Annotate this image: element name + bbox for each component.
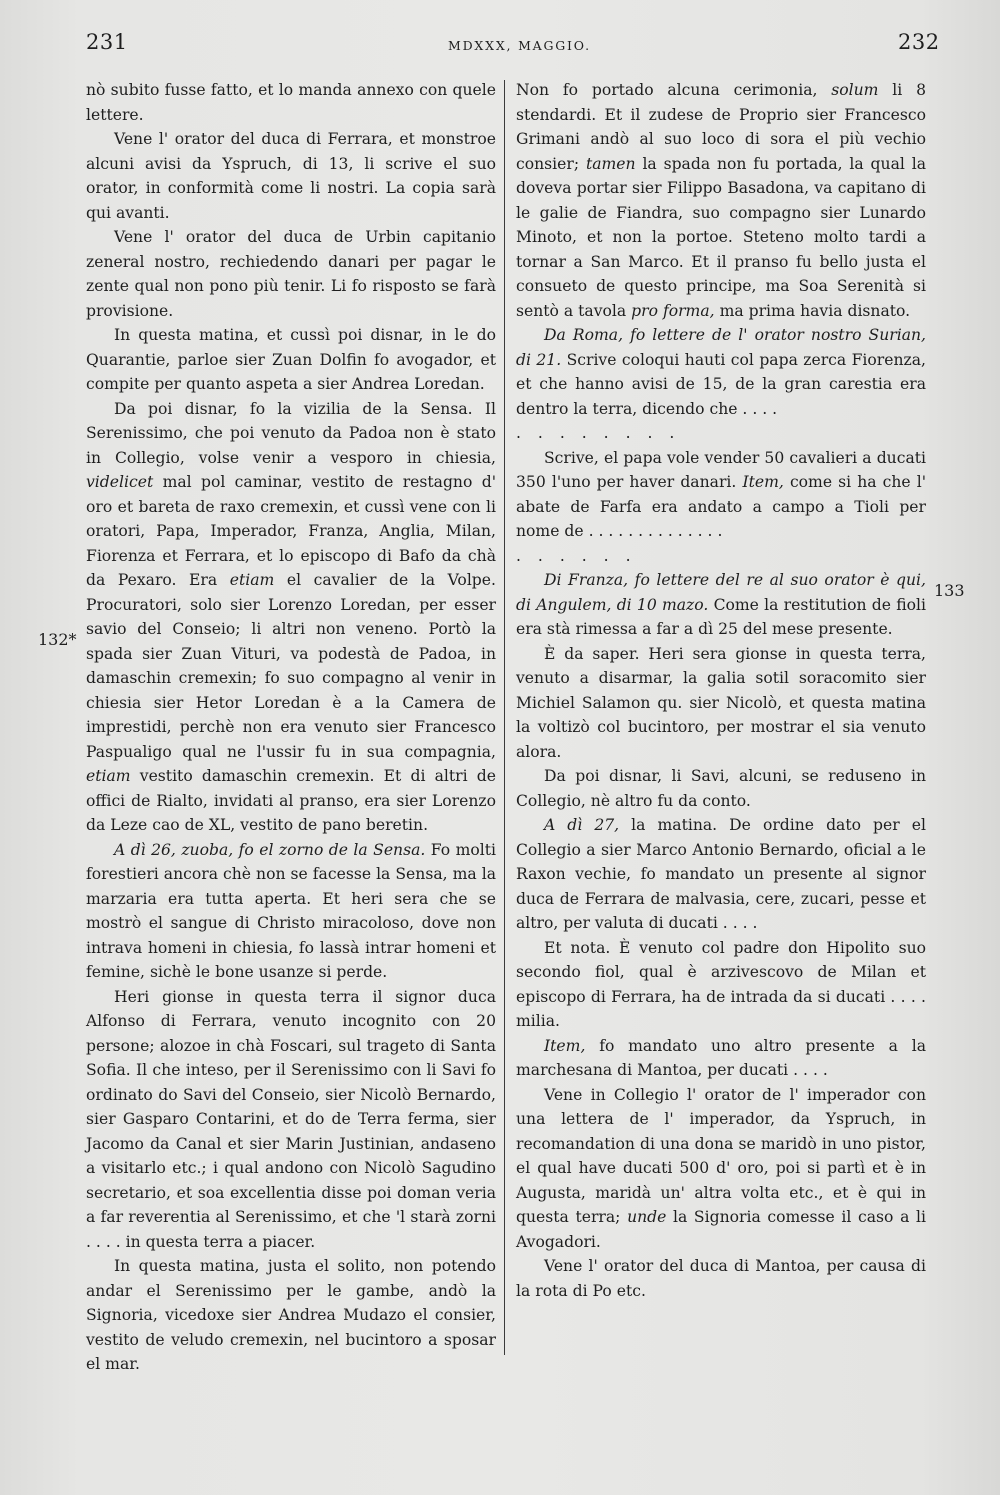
page-number-left: 231 xyxy=(86,30,128,54)
italic-run: unde xyxy=(627,1208,667,1226)
italic-run: solum xyxy=(831,81,879,99)
text-run: la spada non fu portada, la qual la doveva portar sier Filippo Basadona, va capitano di le galie de Fiandra, suo compagno sier Lunardo Minoto, et non la portoe. Steteno molto tardi a tornar a San Marco. Et il pranso fu bello justa el consueto de questo principe, ma Soa Serenità si sentò a tavola xyxy=(516,154,926,320)
text-run: Vene in Collegio l' orator de l' imperador con una lettera de l' imperador, da Yspruch, in recomandation di una dona se maridò in uno pistor, el qual have ducati 500 d' oro, poi si partì et è in Augusta, maridà un' altra volta etc., et è qui in questa terra; xyxy=(516,1085,926,1226)
column-divider xyxy=(504,80,505,1355)
paragraph xyxy=(516,813,926,936)
paragraph: In questa matina, et cussì poi disnar, in le do Quarantie, parloe sier Zuan Dolfin fo avogador, et compite per quanto aspeta a sier Andrea Loredan. xyxy=(86,326,496,393)
paragraph xyxy=(86,397,496,838)
text-run: Come la restitution de fioli era stà rimessa a far a dì 25 del mese presente. xyxy=(516,595,926,638)
paragraph xyxy=(516,1083,926,1255)
right-column xyxy=(516,78,926,1303)
paragraph: In questa matina, justa el solito, non potendo andar el Serenissimo per le gambe, andò la Signoria, vicedoxe sier Andrea Mudazo el consier, vestito de veludo cremexin, nel bucintoro a sposar el mar. xyxy=(86,1257,496,1373)
left-column xyxy=(86,78,496,1377)
italic-run: etiam xyxy=(229,571,275,589)
paragraph xyxy=(516,323,926,421)
italic-run: A dì 27, xyxy=(544,816,620,834)
text-run: Scrive, el papa vole vender 50 cavalieri a ducati 350 l'uno per haver danari. xyxy=(516,448,926,491)
text-run: mal pol caminar, vestito de restagno d' oro et bareta de raxo cremexin, et cussì vene con li oratori, Papa, Imperador, Franza, Anglia, Milan, Fiorenza et Ferrara, et lo episcopo di Bafo da chà da Pexaro. Era xyxy=(86,473,496,589)
text-run: la matina. De ordine dato per el Collegio a sier Marco Antonio Bernardo, oficial a le Raxon vechie, fo mandato un presente al signor duca de Ferrara de malvasia, cere, zucari, pesse et altro, per valuta di ducati . . . . xyxy=(516,816,926,932)
paragraph: Vene l' orator del duca di Mantoa, per causa di la rota di Po etc. xyxy=(516,1257,926,1300)
italic-run: Di Franza, fo lettere del re al suo orator è qui, di Angulem, di 10 mazo. xyxy=(516,571,926,614)
text-run: Non fo portado alcuna cerimonia, xyxy=(516,81,818,99)
text-run: fo mandato uno altro presente a la marchesana di Mantoa, per ducati . . . . xyxy=(516,1036,927,1079)
page-number-right: 232 xyxy=(898,30,940,54)
paragraph: È da saper. Heri sera gionse in questa terra, venuto a disarmar, la galia sotil soracomito sier Michiel Salamon qu. sier Nicolò, et questa matina la voltizò col bucintoro, per mostrar el sia venuto alora. xyxy=(516,644,926,761)
text-run: come si ha che l' abate de Farfa era andato a campo a Tioli per nome de . . . . . . . . . . . . . . xyxy=(516,473,926,540)
text-run: vestito damaschin cremexin. Et di altri de offici de Rialto, invidati al pranso, era sier Lorenzo da Leze cao de XL, vestito de pano beretin. xyxy=(86,767,496,834)
italic-run: videlicet xyxy=(86,473,154,491)
paragraph: Heri gionse in questa terra il signor duca Alfonso di Ferrara, venuto incognito con 20 persone; alozoe in chà Foscari, sul trageto di Santa Sofia. Il che inteso, per il Serenissimo con li Savi fo ordinato do Savi del Conseio, sier Nicolò Bernardo, sier Gasparo Contarini, et do de Terra ferma, sier Jacomo da Canal et sier Marin Justinian, andaseno a visitarlo etc.; i qual andono con Nicolò Sagudino secretario, et soa excellentia disse poi doman veria a far reverentia al Serenissimo, et che 'l starà zorni . . . . in questa terra a piacer. xyxy=(86,987,496,1251)
paragraph: Et nota. È venuto col padre don Hipolito suo secondo fiol, qual è arzivescovo de Milan et episcopo di Ferrara, ha de intrada da si ducati . . . . milia. xyxy=(516,938,926,1030)
paragraph xyxy=(86,838,496,985)
text-run: Da poi disnar, fo la vizilia de la Sensa. Il Serenissimo, che poi venuto da Padoa non è stato in Collegio, volse venir a vesporo in chiesia, xyxy=(86,399,496,467)
text-run: Scrive coloqui hauti col papa zerca Fiorenza, et che hanno avisi de 15, de la gran carestia era dentro la terra, dicendo che . . . . xyxy=(516,350,926,418)
ellipsis-line: . . . . . . . . xyxy=(516,424,681,442)
text-run: li 8 stendardi. Et il zudese de Proprio sier Francesco Grimani andò al suo loco di sora el più vechio consier; xyxy=(516,81,926,173)
paragraph: Vene l' orator del duca di Ferrara, et monstroe alcuni avisi da Yspruch, di 13, li scrive el suo orator, in conformità come li nostri. La copia sarà qui avanti. xyxy=(86,130,496,222)
paragraph xyxy=(516,1034,926,1083)
text-run: la Signoria comesse il caso a li Avogadori. xyxy=(516,1208,926,1251)
italic-run: tamen xyxy=(585,154,636,173)
margin-reference-right: 133 xyxy=(934,581,965,600)
italic-run: pro forma, xyxy=(631,301,715,320)
italic-run: Item, xyxy=(544,1036,586,1055)
paragraph xyxy=(516,446,926,544)
ellipsis-line: . . . . . . xyxy=(516,546,637,565)
margin-reference-left: 132* xyxy=(38,630,77,649)
italic-run: etiam xyxy=(86,767,131,785)
paragraph xyxy=(516,568,926,642)
paragraph: Da poi disnar, li Savi, alcuni, se reduseno in Collegio, nè altro fu da conto. xyxy=(516,767,926,810)
paragraph: nò subito fusse fatto, et lo manda annexo con quele lettere. xyxy=(86,81,496,124)
italic-run: Item, xyxy=(742,473,784,491)
italic-run: A dì 26, zuoba, fo el zorno de la Sensa. xyxy=(114,840,426,859)
text-run: ma prima havia disnato. xyxy=(719,301,911,320)
text-run: el cavalier de la Volpe. Procuratori, solo sier Lorenzo Loredan, per esser savio del Conseio; li altri non veneno. Portò la spada sier Zuan Vituri, va podestà de Padoa, in damaschin cremexin; fo suo compagno al venir in chiesia sier Hetor Loredan è a la Camera de imprestidi, perchè non era venuto sier Francesco Paspualigo qual ne l'ussir fu in sua compagnia, xyxy=(86,571,496,761)
italic-run: Da Roma, fo lettere de l' orator nostro Surian, di 21. xyxy=(516,326,926,369)
running-head: MDXXX, MAGGIO. xyxy=(448,38,591,53)
text-run: Fo molti forestieri ancora chè non se facesse la Sensa, ma la marzaria era tutta aperta. Et heri sera che se mostrò el sangue di Christo miracoloso, dove non intrava homeni in chiesia, fo lassà intrar homeni et femine, sichè le bone usanze si perde. xyxy=(86,840,496,981)
paragraph: Vene l' orator del duca de Urbin capitanio zeneral nostro, rechiedendo danari per pagar le zente qual non pono più tenir. Li fo risposto se farà provisione. xyxy=(86,228,496,320)
paragraph xyxy=(516,78,926,323)
